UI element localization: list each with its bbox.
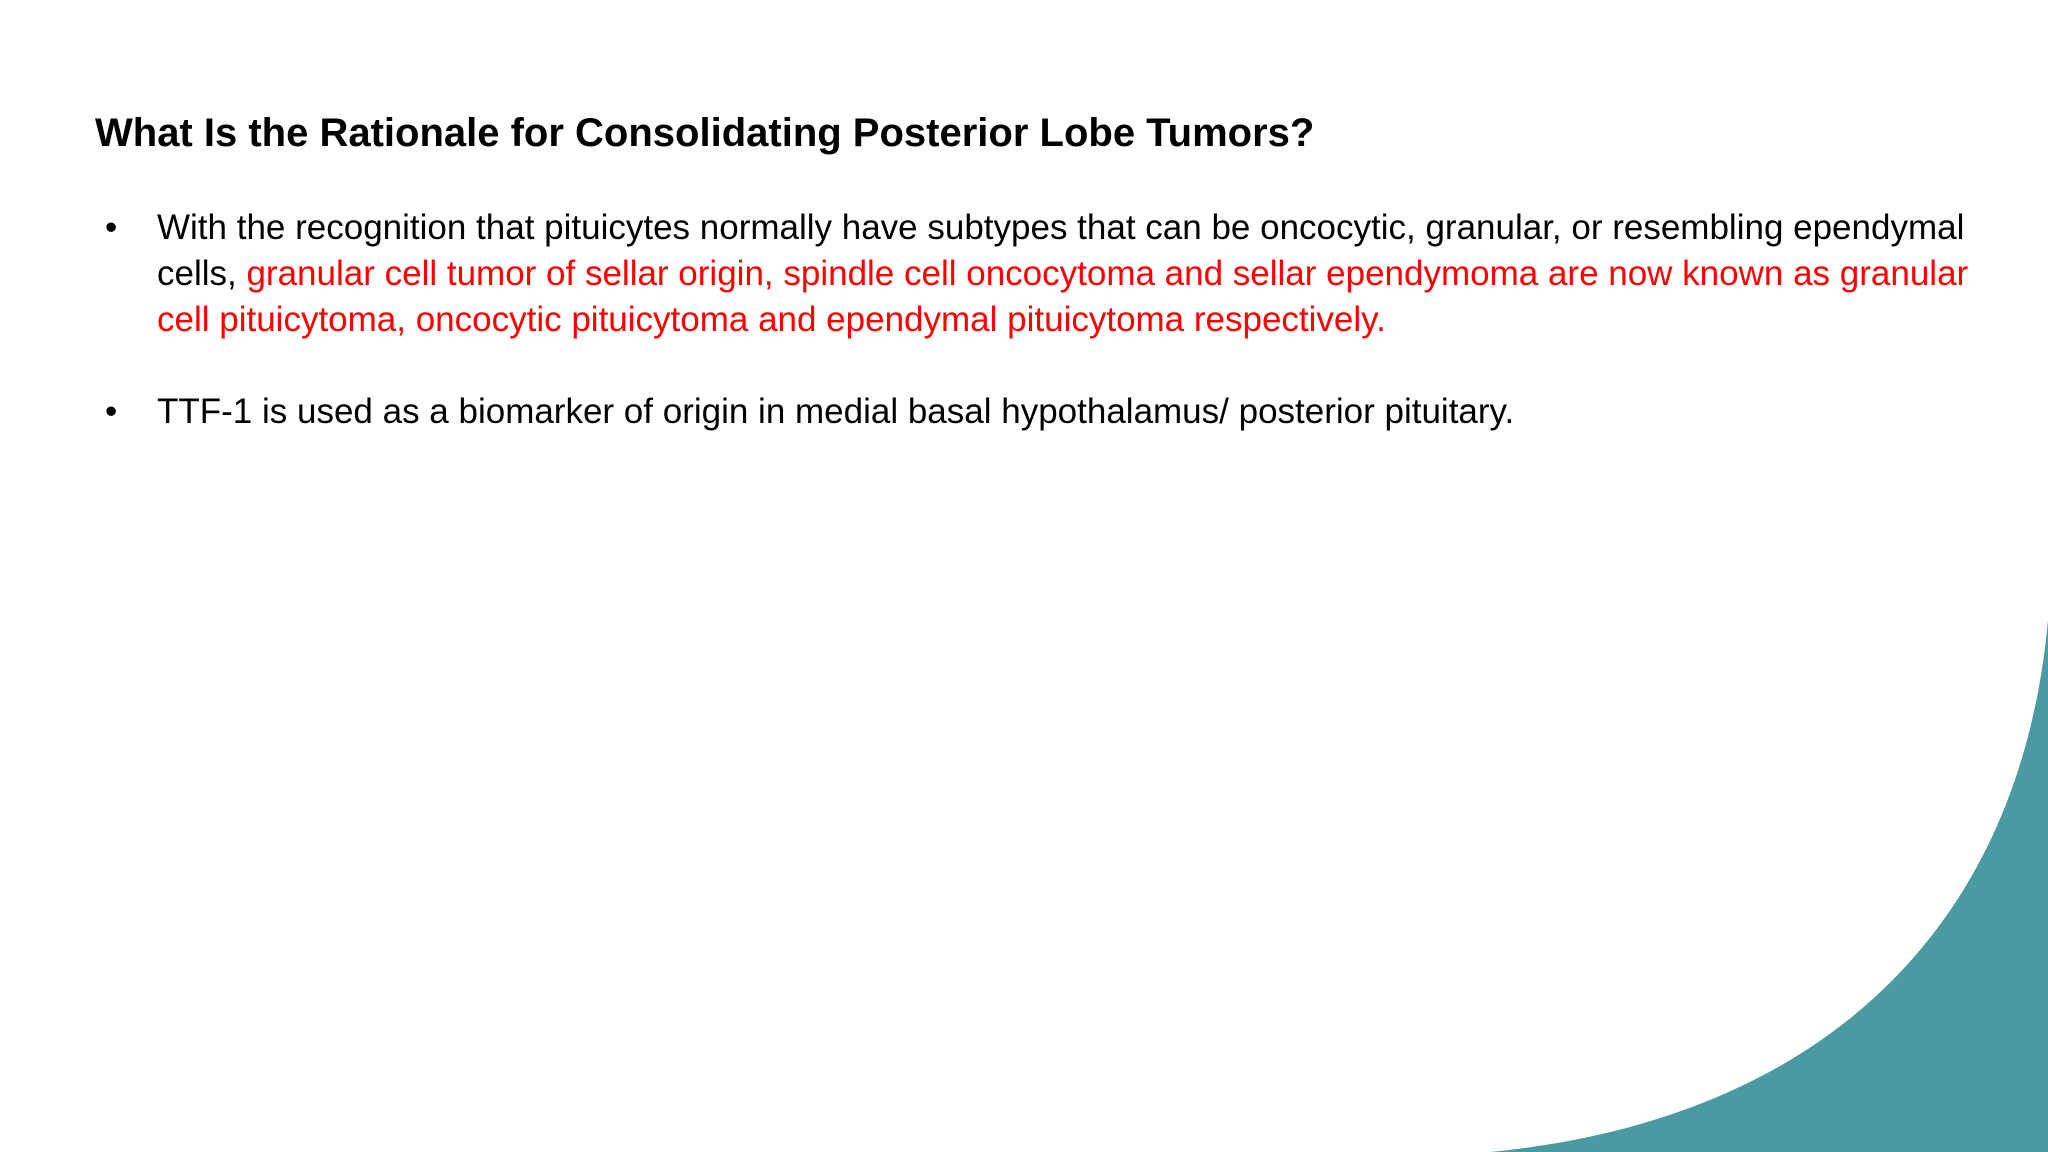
bullet-item-pituicytes [105,205,1975,343]
bullet-text-highlight: granular cell tumor of sellar origin, spindle cell oncocytoma and sellar ependymoma are now known as granular cell pituicytoma, oncocytic pituicytoma and ependymal pituicytoma respectively. [157,254,1969,339]
bullet-marker: • [105,208,118,247]
bullet-item-ttf1 [105,389,1975,435]
bullet-marker: • [105,392,118,431]
bullet-text-plain: With the recognition that pituicytes normally have subtypes that can be oncocytic, granular, or resembling ependymal cells, [157,208,1965,293]
slide-title: What Is the Rationale for Consolidating Posterior Lobe Tumors? [95,111,1315,155]
bullet-list [105,205,1975,435]
bullet-text-plain: TTF-1 is used as a biomarker of origin in medial basal hypothalamus/ posterior pituitary. [157,392,1515,431]
